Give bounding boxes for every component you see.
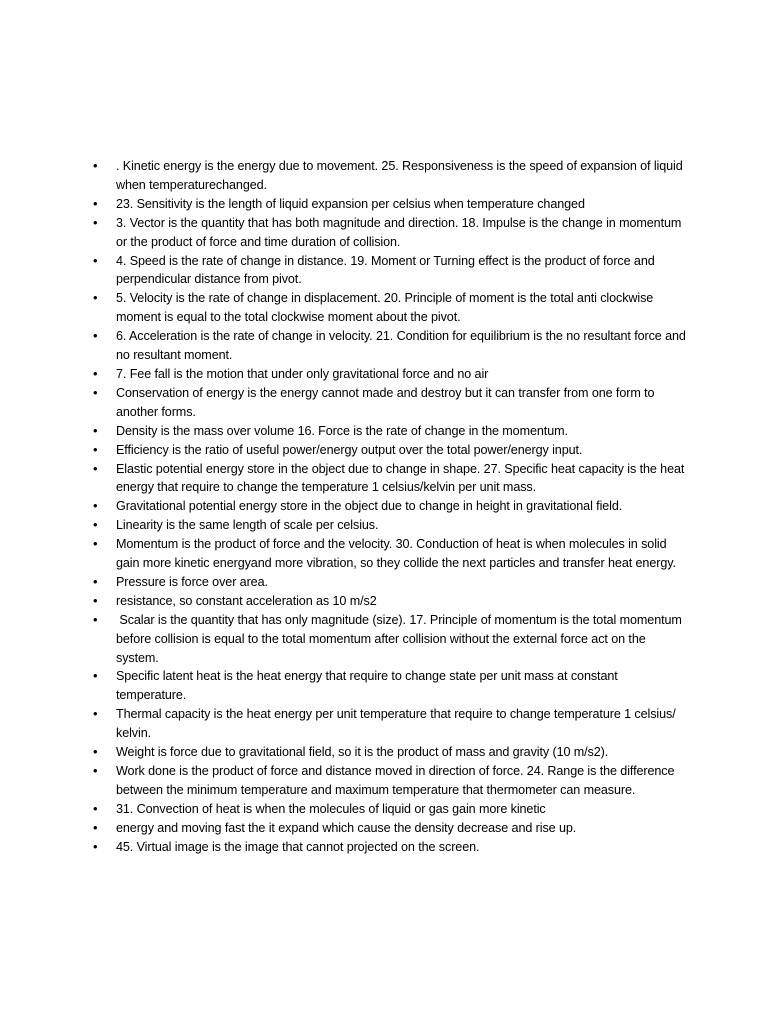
bullet-icon: • [93, 744, 98, 760]
list-item-text: resistance, so constant acceleration as 10 m/s2 [116, 593, 377, 608]
list-item [93, 535, 691, 573]
bullet-icon: • [93, 214, 98, 230]
list-item [93, 592, 691, 611]
bullet-icon: • [93, 195, 98, 211]
list-item [93, 422, 691, 441]
list-item [93, 441, 691, 460]
bullet-icon: • [93, 573, 98, 589]
list-item [93, 384, 691, 422]
list-item-text: energy and moving fast the it expand which cause the density decrease and rise up. [116, 820, 577, 835]
list-item-text: Pressure is force over area. [116, 574, 268, 589]
list-item [93, 743, 691, 762]
bullet-icon: • [93, 290, 98, 306]
list-item-text: Conservation of energy is the energy cannot made and destroy but it can transfer from one form to another forms. [116, 385, 658, 419]
list-item [93, 819, 691, 838]
list-item-text: . Kinetic energy is the energy due to movement. 25. Responsiveness is the speed of expansion of liquid when temperaturechanged. [116, 159, 687, 192]
list-item [93, 838, 691, 857]
list-item-text: Specific latent heat is the heat energy that require to change state per unit mass at constant temperature. [116, 669, 622, 703]
bullet-icon: • [93, 763, 98, 778]
list-item [93, 289, 691, 327]
bullet-icon: • [93, 536, 98, 552]
bullet-icon: • [93, 328, 98, 344]
list-item-text: Elastic potential energy store in the object due to change in shape. 27. Specific heat capacity is the heat energy that require to change the temperature 1 celsius/kelvin per unit mass. [116, 461, 688, 495]
list-item-text: 45. Virtual image is the image that cannot projected on the screen. [116, 839, 480, 854]
list-item [93, 252, 691, 290]
bullet-icon: • [93, 838, 98, 854]
bullet-icon: • [93, 158, 98, 173]
bullet-icon: • [93, 460, 98, 476]
bullet-list [93, 157, 691, 857]
list-item-text: Efficiency is the ratio of useful power/energy output over the total power/energy input. [116, 442, 583, 457]
list-item-text: 5. Velocity is the rate of change in displacement. 20. Principle of moment is the total anti clockwise moment is equal to the total clockwise moment about the pivot. [116, 291, 657, 325]
list-item-text: 4. Speed is the rate of change in distance. 19. Moment or Turning effect is the product of force and perpendicular distance from pivot. [116, 253, 659, 287]
list-item [93, 157, 691, 195]
list-item [93, 327, 691, 365]
list-item [93, 667, 691, 705]
list-item-text: 7. Fee fall is the motion that under only gravitational force and no air [116, 366, 489, 381]
list-item [93, 705, 691, 743]
list-item-text: 6. Acceleration is the rate of change in velocity. 21. Condition for equilibrium is the no resultant force and no resultant moment. [116, 329, 690, 363]
bullet-icon: • [93, 592, 98, 608]
list-item [93, 516, 691, 535]
list-item [93, 214, 691, 252]
bullet-icon: • [93, 611, 98, 627]
list-item [93, 611, 691, 668]
bullet-icon: • [93, 252, 98, 268]
list-item [93, 800, 691, 819]
bullet-icon: • [93, 706, 98, 722]
list-item-text: 23. Sensitivity is the length of liquid expansion per celsius when temperature changed [116, 196, 585, 211]
list-item-text: Thermal capacity is the heat energy per unit temperature that require to change temperature 1 celsius/ kelvin. [116, 707, 680, 741]
list-item-text: 3. Vector is the quantity that has both magnitude and direction. 18. Impulse is the change in momentum or the product of force and time duration of collision. [116, 215, 685, 249]
list-item-text: Work done is the product of force and distance moved in direction of force. 24. Range is the difference between the minimum temperature and maximum temperature that thermometer can measure. [116, 764, 678, 797]
bullet-icon: • [93, 365, 98, 381]
list-item [93, 365, 691, 384]
list-item-text: Scalar is the quantity that has only magnitude (size). 17. Principle of momentum is the total momentum before collision is equal to the total momentum after collision without the external force act on the system. [116, 612, 686, 665]
list-item [93, 573, 691, 592]
list-item [93, 195, 691, 214]
bullet-icon: • [93, 819, 98, 835]
list-item-text: 31. Convection of heat is when the molecules of liquid or gas gain more kinetic [116, 801, 546, 816]
bullet-icon: • [93, 668, 98, 684]
list-item-text: Gravitational potential energy store in the object due to change in height in gravitational field. [116, 499, 623, 514]
list-item [93, 762, 691, 800]
bullet-icon: • [93, 800, 98, 816]
list-item [93, 460, 691, 498]
list-item-text: Density is the mass over volume 16. Force is the rate of change in the momentum. [116, 423, 568, 438]
list-item-text: Linearity is the same length of scale per celsius. [116, 518, 379, 533]
list-item [93, 497, 691, 516]
bullet-icon: • [93, 498, 98, 514]
bullet-icon: • [93, 384, 98, 400]
list-item-text: Weight is force due to gravitational field, so it is the product of mass and gravity (10 m/s2). [116, 745, 609, 760]
bullet-icon: • [93, 422, 98, 438]
bullet-icon: • [93, 517, 98, 533]
list-item-text: Momentum is the product of force and the velocity. 30. Conduction of heat is when molecules in solid gain more kinetic energyand more vibration, so they collide the next particles and transfer heat energy. [116, 537, 676, 571]
bullet-icon: • [93, 441, 98, 457]
